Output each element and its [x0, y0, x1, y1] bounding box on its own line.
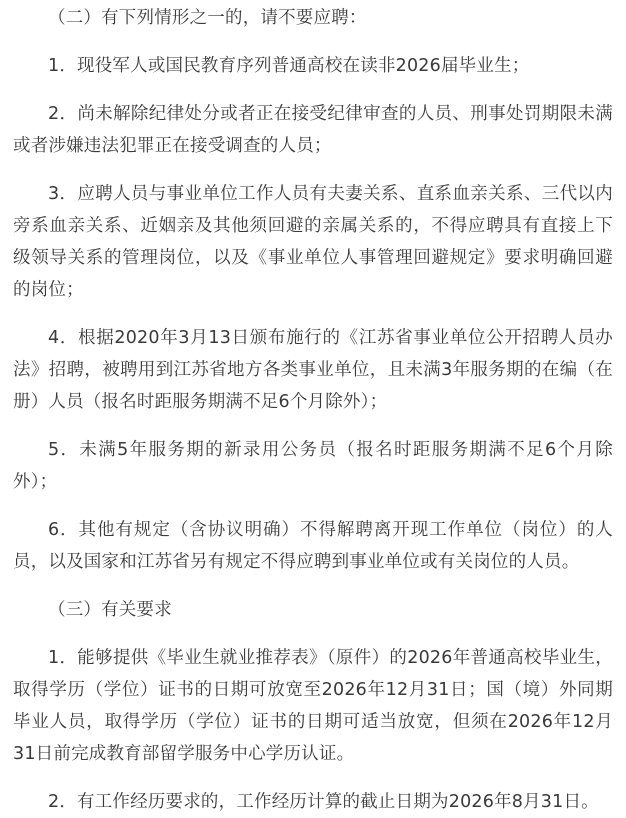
list-item: 2．尚未解除纪律处分或者正在接受纪律审查的人员、刑事处罚期限未满或者涉嫌违法犯罪正在接受调查的人员； [13, 104, 613, 156]
list-item: 2．有工作经历要求的，工作经历计算的截止日期为2026年8月31日。 [48, 792, 599, 812]
section-heading-disqualifications: （二）有下列情形之一的，请不要应聘： [48, 8, 367, 28]
list-item: 1．能够提供《毕业生就业推荐表》（原件）的2026年普通高校毕业生，取得学历（学位）证书的日期可放宽至2026年12月31日；国（境）外同期毕业人员，取得学历（学位）证书的日期可适当放宽，但须在2026年12月31日前完成教育部留学服务中心学历认证。 [13, 648, 613, 764]
list-item: 4．根据2020年3月13日颁布施行的《江苏省事业单位公开招聘人员办法》招聘，被聘用到江苏省地方各类事业单位，且未满3年服务期的在编（在册）人员（报名时距服务期满不足6个月除外）； [13, 328, 613, 412]
list-item: 6．其他有规定（含协议明确）不得解聘离开现工作单位（岗位）的人员，以及国家和江苏省另有规定不得应聘到事业单位或有关岗位的人员。 [13, 520, 613, 572]
list-item: 3．应聘人员与事业单位工作人员有夫妻关系、直系血亲关系、三代以内旁系血亲关系、近姻亲及其他须回避的亲属关系的，不得应聘具有直接上下级领导关系的管理岗位，以及《事业单位人事管理回避规定》要求明确回避的岗位； [13, 184, 613, 300]
section-heading-requirements: （三）有关要求 [48, 600, 172, 620]
document-body [0, 2, 626, 812]
list-item: 1．现役军人或国民教育序列普通高校在读非2026届毕业生； [48, 56, 530, 76]
list-item: 5．未满5年服务期的新录用公务员（报名时距服务期满不足6个月除外）； [13, 440, 613, 492]
